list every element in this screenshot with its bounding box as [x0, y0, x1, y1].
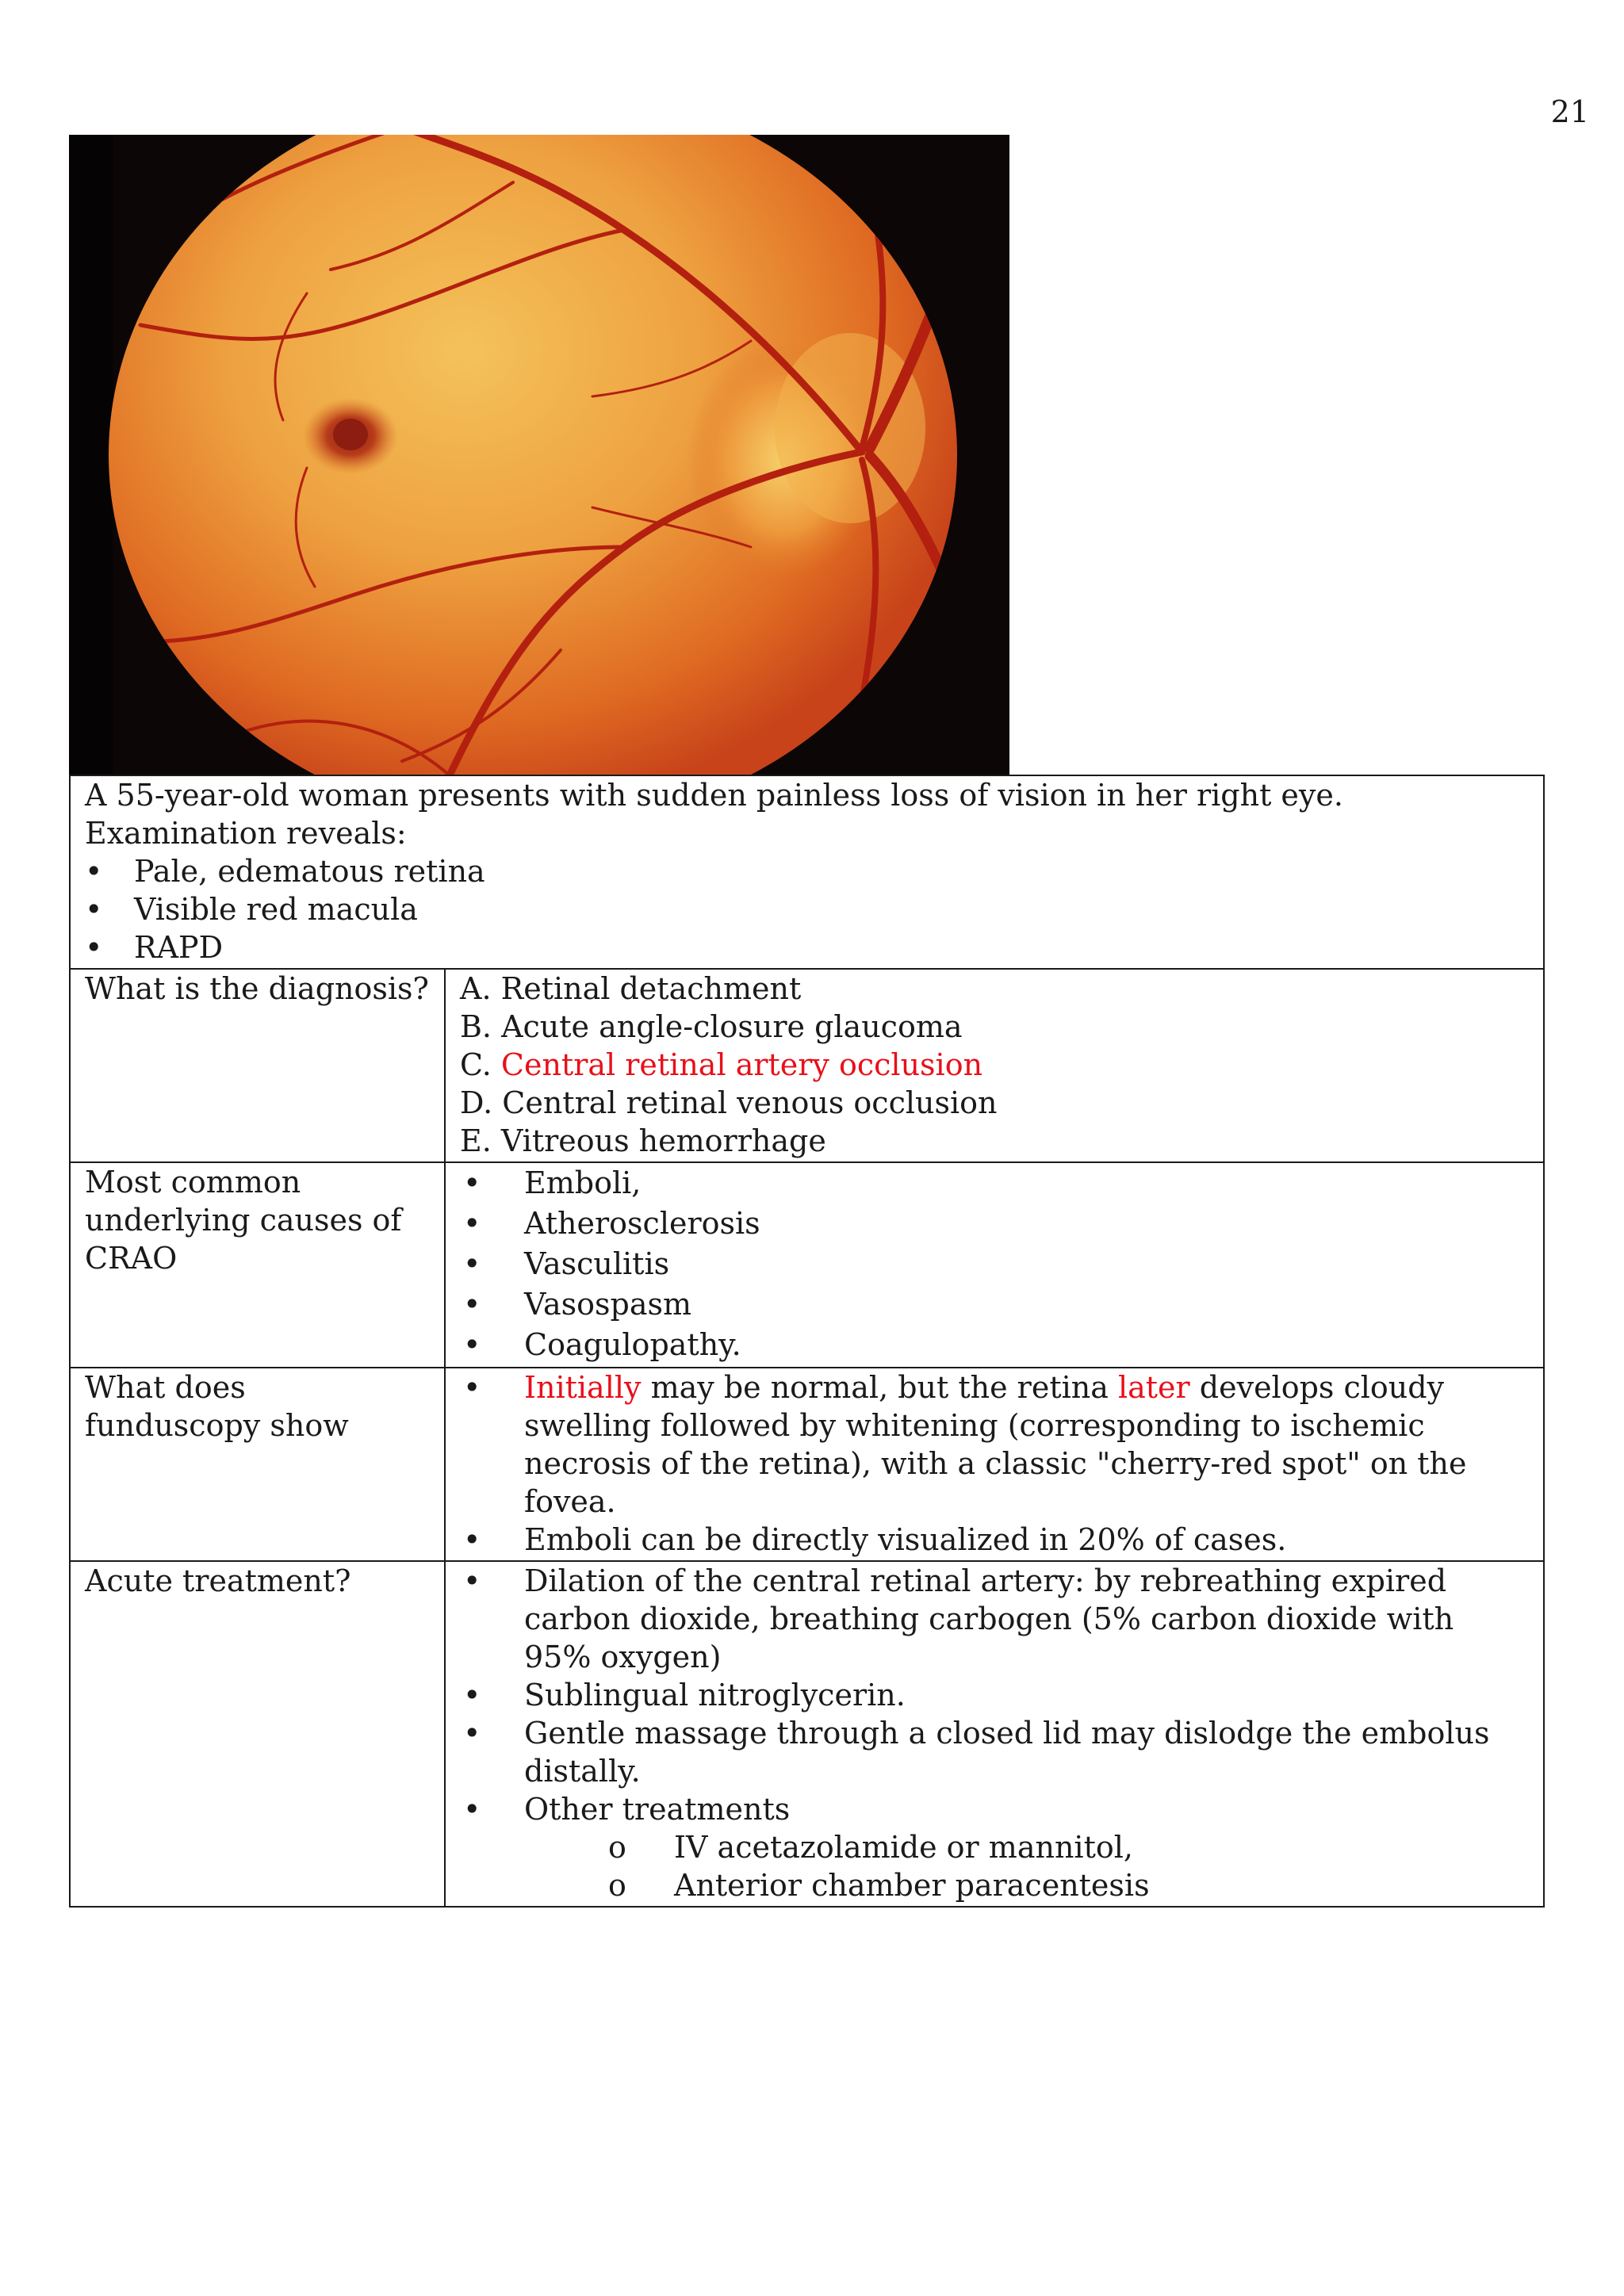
answer-cell — [445, 1162, 1544, 1368]
answer-cell — [445, 1561, 1544, 1907]
option-c — [460, 1046, 1529, 1084]
correct-answer: Central retinal artery occlusion — [500, 1047, 983, 1082]
fundus-photograph-icon — [69, 135, 1009, 775]
list-item: • Dilation of the central retinal artery: by rebreathing expired carbon dioxide, breathing carbogen (5% carbon dioxide with 95% oxygen) — [460, 1562, 1529, 1676]
fundus-photograph — [69, 135, 1009, 775]
list-item: • Atherosclerosis — [460, 1203, 1529, 1244]
option-d: D. Central retinal venous occlusion — [460, 1085, 998, 1120]
list-item: • Sublingual nitroglycerin. — [460, 1676, 1529, 1714]
option-b: B. Acute angle-closure glaucoma — [460, 1009, 963, 1044]
page-number: 21 — [1550, 94, 1589, 129]
stem-line: Examination reveals: — [85, 816, 407, 851]
list-item: • Emboli can be directly visualized in 20% of cases. — [460, 1521, 1529, 1559]
stem-line: A 55-year-old woman presents with sudden painless loss of vision in her right eye. — [85, 778, 1343, 813]
answer-cell — [445, 1368, 1544, 1561]
sub-list-item: o Anterior chamber paracentesis — [460, 1866, 1529, 1904]
list-item: • Coagulopathy. — [460, 1325, 1529, 1365]
list-item: • Vasospasm — [460, 1284, 1529, 1325]
emphasis-text: Initially — [524, 1370, 642, 1405]
funduscopy-row — [70, 1368, 1544, 1561]
answer-options — [445, 969, 1544, 1162]
option-a: A. Retinal detachment — [460, 971, 802, 1006]
diagnosis-row — [70, 969, 1544, 1162]
body-text: develops cloudy swelling followed by whitening (corresponding to ischemic necrosis of the retina), with a classic "cherry-red spot" on the fovea. — [524, 1370, 1467, 1519]
treatment-sublist — [460, 1828, 1529, 1904]
causes-list — [460, 1163, 1529, 1365]
list-item — [460, 1368, 1529, 1521]
funduscopy-list — [460, 1368, 1529, 1559]
question-cell: What is the diagnosis? — [70, 969, 445, 1162]
list-item: • Vasculitis — [460, 1244, 1529, 1284]
body-text: may be normal, but the retina — [641, 1370, 1118, 1405]
question-cell: Most common underlying causes of CRAO — [70, 1162, 445, 1368]
question-cell: What does funduscopy show — [70, 1368, 445, 1561]
emphasis-text: later — [1117, 1370, 1190, 1405]
question-cell: Acute treatment? — [70, 1561, 445, 1907]
findings-list — [85, 852, 1529, 966]
list-item: • Gentle massage through a closed lid may dislodge the embolus distally. — [460, 1714, 1529, 1790]
treatment-row — [70, 1561, 1544, 1907]
list-item: • RAPD — [85, 928, 1529, 966]
list-item: • Other treatments — [460, 1790, 1529, 1828]
sub-list-item: o IV acetazolamide or mannitol, — [460, 1828, 1529, 1866]
list-item: • Emboli, — [460, 1163, 1529, 1203]
list-item: • Visible red macula — [85, 890, 1529, 928]
option-e: E. Vitreous hemorrhage — [460, 1123, 826, 1158]
causes-row — [70, 1162, 1544, 1368]
question-table — [69, 775, 1545, 1908]
option-c-letter: C. — [460, 1047, 501, 1082]
stem-row — [70, 775, 1544, 969]
stem-cell — [70, 775, 1544, 969]
treatment-list — [460, 1562, 1529, 1828]
list-item: • Pale, edematous retina — [85, 852, 1529, 890]
